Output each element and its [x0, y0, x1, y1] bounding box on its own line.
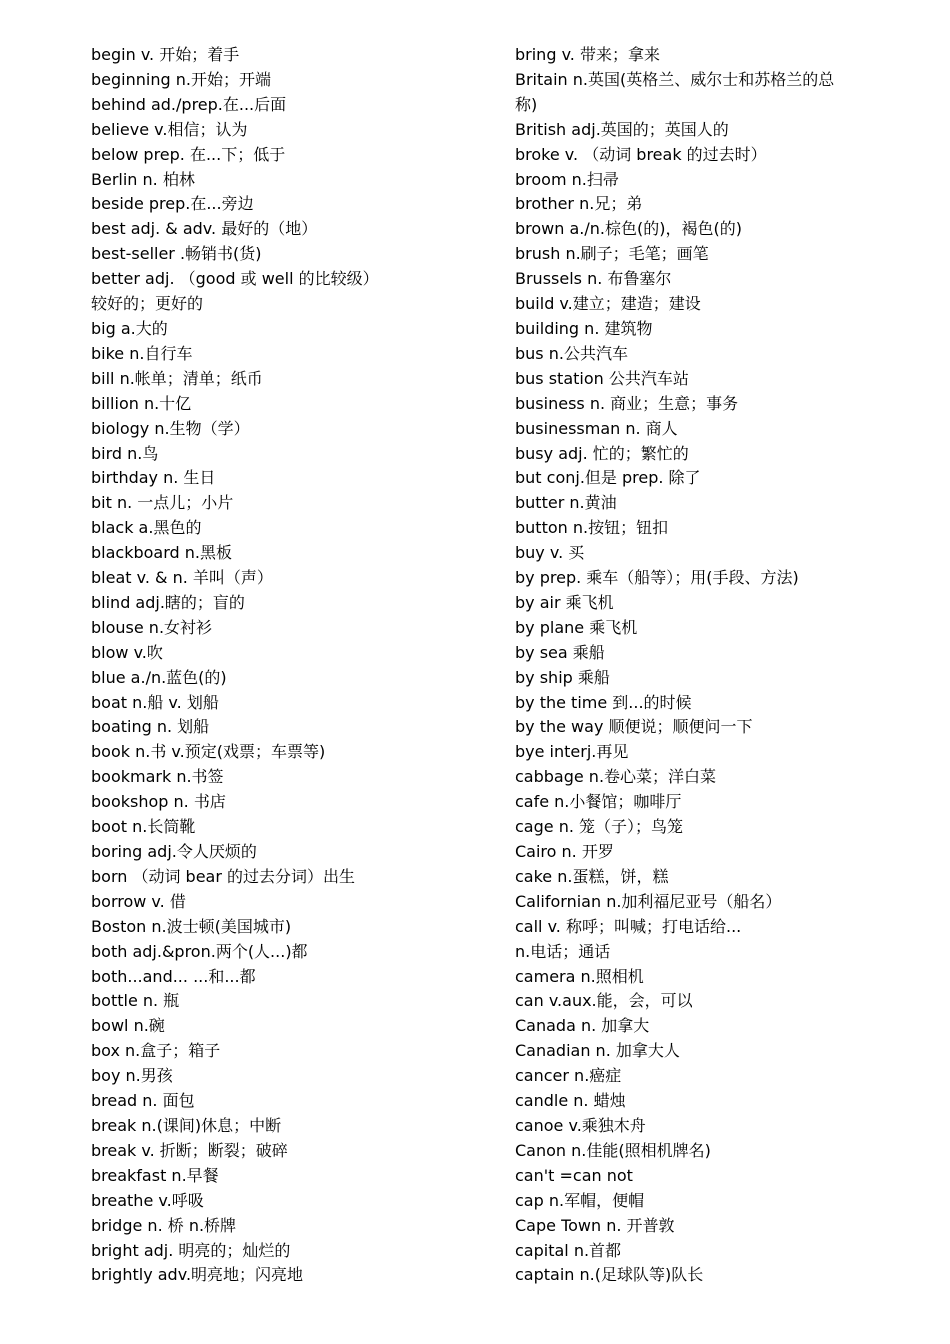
vocab-entry: by ship 乘船 — [515, 667, 610, 687]
vocab-entry: Canadian n. 加拿大人 — [515, 1041, 680, 1061]
vocab-entry: Brussels n. 布鲁塞尔 — [515, 269, 672, 289]
vocab-entry: cancer n.癌症 — [515, 1066, 622, 1086]
vocab-entry: bookmark n.书签 — [91, 767, 224, 787]
vocab-entry: bye interj.再见 — [515, 742, 629, 762]
vocab-entry: born （动词 bear 的过去分词）出生 — [91, 866, 356, 886]
vocab-entry: best adj. & adv. 最好的（地） — [91, 219, 318, 239]
vocab-entry: British adj.英国的；英国人的 — [515, 119, 729, 139]
vocab-entry: 较好的；更好的 — [91, 294, 204, 314]
vocab-entry: brightly adv.明亮地；闪亮地 — [91, 1265, 304, 1285]
vocab-entry: better adj. （good 或 well 的比较级） — [91, 269, 379, 289]
vocab-entry: breakfast n.早餐 — [91, 1165, 219, 1185]
vocab-entry: bright adj. 明亮的；灿烂的 — [91, 1240, 291, 1260]
vocab-entry: bridge n. 桥 n.桥牌 — [91, 1215, 237, 1235]
vocab-entry: break n.(课间)休息；中断 — [91, 1115, 282, 1135]
vocab-entry: blind adj.瞎的；盲的 — [91, 592, 245, 612]
vocab-entry: begin v. 开始；着手 — [91, 45, 240, 64]
vocab-entry: business n. 商业；生意；事务 — [515, 393, 739, 413]
vocab-entry: by the time 到...的时候 — [515, 692, 692, 712]
vocab-entry: blouse n.女衬衫 — [91, 617, 213, 637]
vocab-entry: Cairo n. 开罗 — [515, 842, 614, 861]
vocab-entry: blue a./n.蓝色(的) — [91, 667, 227, 687]
vocab-entry: bring v. 带来；拿来 — [515, 45, 660, 64]
vocab-entry: boot n.长筒靴 — [91, 817, 196, 837]
vocab-entry: bus n.公共汽车 — [515, 343, 628, 363]
vocab-entry: bird n.鸟 — [91, 443, 159, 463]
vocab-entry: below prep. 在...下；低于 — [91, 144, 286, 164]
vocab-entry: best-seller .畅销书(货) — [91, 244, 262, 264]
vocab-entry: building n. 建筑物 — [515, 318, 653, 338]
vocab-entry: brown a./n.棕色(的)，褐色(的) — [515, 219, 742, 239]
vocab-entry: brother n.兄；弟 — [515, 194, 643, 214]
vocab-entry: bowl n.碗 — [91, 1016, 165, 1036]
vocab-entry: biology n.生物（学） — [91, 418, 250, 438]
vocab-entry: boring adj.令人厌烦的 — [91, 842, 257, 861]
vocab-entry: bread n. 面包 — [91, 1091, 195, 1111]
vocab-entry: busy adj. 忙的；繁忙的 — [515, 443, 689, 463]
vocab-entry: cap n.军帽，便帽 — [515, 1190, 645, 1210]
vocab-entry: blow v.吹 — [91, 642, 163, 662]
vocab-entry: Canon n.佳能(照相机牌名) — [515, 1140, 711, 1160]
vocab-entry: broom n.扫帚 — [515, 169, 619, 189]
vocab-entry: book n.书 v.预定(戏票；车票等) — [91, 742, 326, 762]
vocab-entry: brush n.刷子；毛笔；画笔 — [515, 244, 709, 264]
vocab-entry: bottle n. 瓶 — [91, 991, 180, 1011]
vocab-entry: butter n.黄油 — [515, 493, 617, 513]
vocab-entry: Boston n.波士顿(美国城市) — [91, 916, 292, 936]
vocab-entry: bike n.自行车 — [91, 343, 193, 363]
right-vocabulary-column — [515, 43, 840, 1288]
vocab-entry: behind ad./prep.在...后面 — [91, 94, 287, 114]
vocab-entry: cage n. 笼（子）；鸟笼 — [515, 817, 684, 837]
vocab-entry: by sea 乘船 — [515, 642, 605, 662]
vocab-entry: cafe n.小餐馆；咖啡厅 — [515, 792, 682, 812]
vocab-entry: bleat v. & n. 羊叫（声） — [91, 568, 273, 588]
vocab-entry: bill n.帐单；清单；纸币 — [91, 368, 263, 388]
vocab-entry: by the way 顺便说；顺便问一下 — [515, 717, 753, 737]
vocab-entry: bus station 公共汽车站 — [515, 368, 689, 388]
vocab-entry: billion n.十亿 — [91, 393, 192, 413]
vocab-entry: both...and... ...和...都 — [91, 966, 256, 986]
vocab-entry: by prep. 乘车（船等）；用(手段、方法) — [515, 568, 799, 588]
vocab-entry: camera n.照相机 — [515, 966, 644, 986]
vocab-entry: breathe v.呼吸 — [91, 1190, 204, 1210]
vocab-entry: bookshop n. 书店 — [91, 792, 226, 812]
vocab-entry: borrow v. 借 — [91, 891, 186, 911]
vocab-entry: black a.黑色的 — [91, 518, 202, 538]
vocab-entry: Berlin n. 柏林 — [91, 169, 195, 189]
vocab-entry: Californian n.加利福尼亚号（船名） — [515, 891, 782, 911]
vocab-entry: break v. 折断；断裂；破碎 — [91, 1140, 288, 1160]
vocab-entry: buy v. 买 — [515, 543, 585, 563]
vocab-entry: beside prep.在...旁边 — [91, 194, 254, 214]
vocab-entry: box n.盒子；箱子 — [91, 1041, 221, 1061]
vocab-entry: by plane 乘飞机 — [515, 617, 638, 637]
vocab-entry: boy n.男孩 — [91, 1066, 173, 1086]
vocab-entry: both adj.&pron.两个(人...)都 — [91, 941, 308, 961]
vocab-entry: Cape Town n. 开普敦 — [515, 1215, 675, 1235]
vocab-entry: capital n.首都 — [515, 1240, 622, 1260]
vocab-entry: captain n.(足球队等)队长 — [515, 1265, 704, 1285]
vocab-entry: bit n. 一点儿；小片 — [91, 493, 234, 513]
vocab-entry: blackboard n.黑板 — [91, 543, 232, 563]
vocab-entry: call v. 称呼；叫喊；打电话给... — [515, 916, 742, 936]
vocab-entry: button n.按钮；钮扣 — [515, 518, 669, 538]
vocab-entry: canoe v.乘独木舟 — [515, 1115, 646, 1135]
vocab-entry: but conj.但是 prep. 除了 — [515, 468, 701, 488]
vocab-entry: believe v.相信；认为 — [91, 119, 248, 139]
vocab-entry: boating n. 划船 — [91, 717, 210, 737]
vocab-entry: broke v. （动词 break 的过去时） — [515, 144, 767, 164]
vocab-entry: by air 乘飞机 — [515, 592, 614, 612]
vocab-entry: big a.大的 — [91, 318, 168, 338]
vocab-entry: can't =can not — [515, 1165, 633, 1185]
vocab-entry: beginning n.开始；开端 — [91, 69, 271, 89]
vocab-entry: can v.aux.能，会，可以 — [515, 991, 693, 1011]
vocab-entry: birthday n. 生日 — [91, 468, 216, 488]
vocab-entry: boat n.船 v. 划船 — [91, 692, 219, 712]
left-vocabulary-column — [91, 43, 501, 1288]
vocab-entry: candle n. 蜡烛 — [515, 1091, 626, 1111]
vocab-entry: Britain n.英国(英格兰、威尔士和苏格兰的总称) — [515, 69, 835, 114]
vocab-entry: cabbage n.卷心菜；洋白菜 — [515, 767, 717, 787]
vocab-entry: n.电话；通话 — [515, 941, 611, 961]
vocab-entry: build v.建立；建造；建设 — [515, 294, 701, 314]
vocab-entry: Canada n. 加拿大 — [515, 1016, 650, 1036]
vocab-entry: cake n.蛋糕，饼，糕 — [515, 866, 669, 886]
vocab-entry: businessman n. 商人 — [515, 418, 678, 438]
